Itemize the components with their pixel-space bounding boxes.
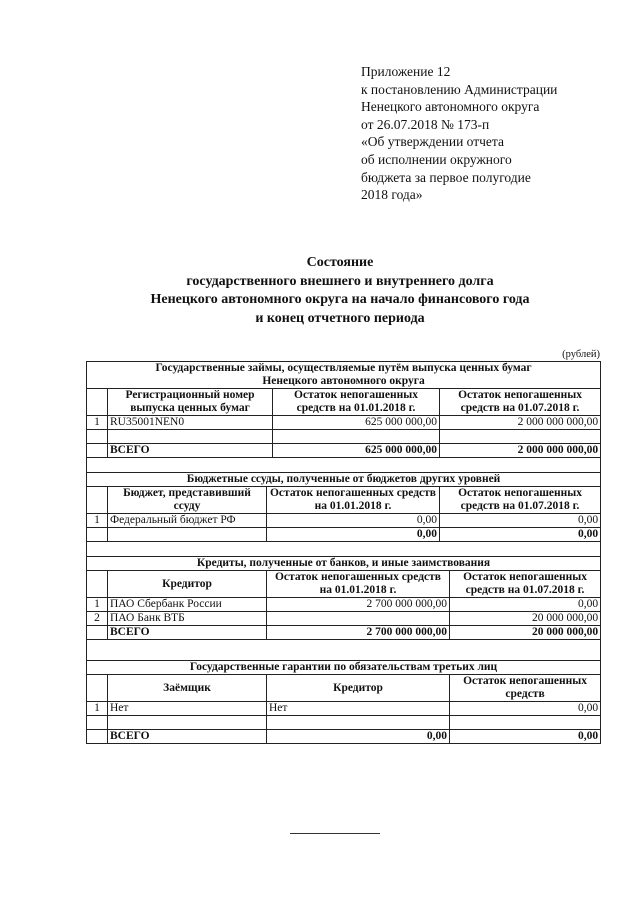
footer-separator-line [290,833,380,834]
spacer-row [87,640,601,661]
securities-heading [87,362,601,389]
table-row [87,702,601,716]
col-balance: Остаток непогашенных средств [450,675,601,702]
guarantees-total-row [87,730,601,744]
row-number: 1 [87,416,108,430]
guarantees-heading: Государственные гарантии по обязательствам третьих лиц [87,661,601,675]
row-number: 1 [87,598,108,612]
appendix-line: «Об утверждении отчета [361,134,504,150]
empty-cell [87,730,108,744]
budget-loans-heading-row [87,473,601,487]
document-title [80,254,600,328]
table-row [87,612,601,626]
balance-end: 20 000 000,00 [450,612,601,626]
total-end: 0,00 [440,528,601,542]
col-balance-end: Остаток непогашенных средств на 01.07.2018 г. [440,487,601,514]
appendix-block [361,63,557,204]
col-balance-start: Остаток непогашенных средств на 01.01.2018 г. [267,487,440,514]
title-line: и конец отчетного периода [255,310,425,326]
empty-cell [87,444,108,458]
col-balance-start: Остаток непогашенных средств на 01.01.2018 г. [273,389,440,416]
guarantees-heading-row [87,661,601,675]
balance-start [267,612,450,626]
guarantees-column-headers [87,675,601,702]
title-line: Состояние [306,255,374,270]
empty-cell [87,571,108,598]
total-label: ВСЕГО [108,444,273,458]
securities-column-headers [87,389,601,416]
total-balance: 0,00 [450,730,601,744]
row-number: 1 [87,514,108,528]
bank-credits-heading-row [87,557,601,571]
row-number: 2 [87,612,108,626]
row-number: 1 [87,702,108,716]
budget-name: Федеральный бюджет РФ [108,514,267,528]
col-balance-start: Остаток непогашенных средств на 01.01.2018 г. [267,571,450,598]
total-end: 2 000 000 000,00 [440,444,601,458]
spacer-row [87,542,601,557]
appendix-line: 2018 года» [361,187,423,203]
creditor-name: Нет [267,702,450,716]
securities-heading-line-1: Государственные займы, осуществляемые путём выпуска ценных бумаг [155,362,532,374]
col-reg-number: Регистрационный номер выпуска ценных бумаг [108,389,273,416]
balance-end: 0,00 [440,514,601,528]
appendix-line: от 26.07.2018 № 173-п [361,116,490,132]
col-balance-end: Остаток непогашенных средств на 01.07.2018 г. [450,571,601,598]
appendix-line: бюджета за первое полугодие [361,169,531,185]
bank-credits-heading: Кредиты, полученные от банков, и иные заимствования [87,557,601,571]
appendix-line: об исполнении окружного [361,151,512,167]
balance: 0,00 [450,702,601,716]
balance-start: 0,00 [267,514,440,528]
total-label: ВСЕГО [108,730,267,744]
total-start: 625 000 000,00 [273,444,440,458]
empty-cell [108,528,267,542]
creditor-name: ПАО Сбербанк России [108,598,267,612]
col-borrower: Заёмщик [108,675,267,702]
securities-heading-row [87,362,601,389]
borrower-name: Нет [108,702,267,716]
total-start: 0,00 [267,528,440,542]
reg-number: RU35001NEN0 [108,416,273,430]
empty-cell [87,675,108,702]
col-balance-end: Остаток непогашенных средств на 01.07.2018 г. [440,389,601,416]
title-line: государственного внешнего и внутреннего долга [186,273,494,289]
securities-heading-line-2: Ненецкого автономного округа [262,375,425,387]
blank-row [87,430,601,444]
securities-total-row [87,444,601,458]
appendix-line: Приложение 12 [361,64,451,79]
budget-loans-heading: Бюджетные ссуды, полученные от бюджетов других уровней [87,473,601,487]
balance-end: 2 000 000 000,00 [440,416,601,430]
table-row [87,416,601,430]
col-budget: Бюджет, представивший ссуду [108,487,267,514]
budget-loans-total-row [87,528,601,542]
creditor-name: ПАО Банк ВТБ [108,612,267,626]
empty-cell [87,389,108,416]
empty-cell [87,487,108,514]
table-row [87,598,601,612]
title-line: Ненецкого автономного округа на начало финансового года [150,292,530,307]
units-label: (рублей) [562,349,600,360]
total-label: ВСЕГО [108,626,267,640]
budget-loans-column-headers [87,487,601,514]
balance-end: 0,00 [450,598,601,612]
total-creditor-sum: 0,00 [267,730,450,744]
blank-row [87,716,601,730]
balance-start: 2 700 000 000,00 [267,598,450,612]
empty-cell [87,626,108,640]
spacer-row [87,458,601,473]
debt-table [86,361,601,744]
balance-start: 625 000 000,00 [273,416,440,430]
bank-credits-total-row [87,626,601,640]
appendix-line: Ненецкого автономного округа [361,99,540,115]
appendix-line: к постановлению Администрации [361,81,558,97]
col-creditor: Кредитор [108,571,267,598]
col-creditor: Кредитор [267,675,450,702]
bank-credits-column-headers [87,571,601,598]
total-start: 2 700 000 000,00 [267,626,450,640]
empty-cell [87,528,108,542]
table-row [87,514,601,528]
total-end: 20 000 000,00 [450,626,601,640]
